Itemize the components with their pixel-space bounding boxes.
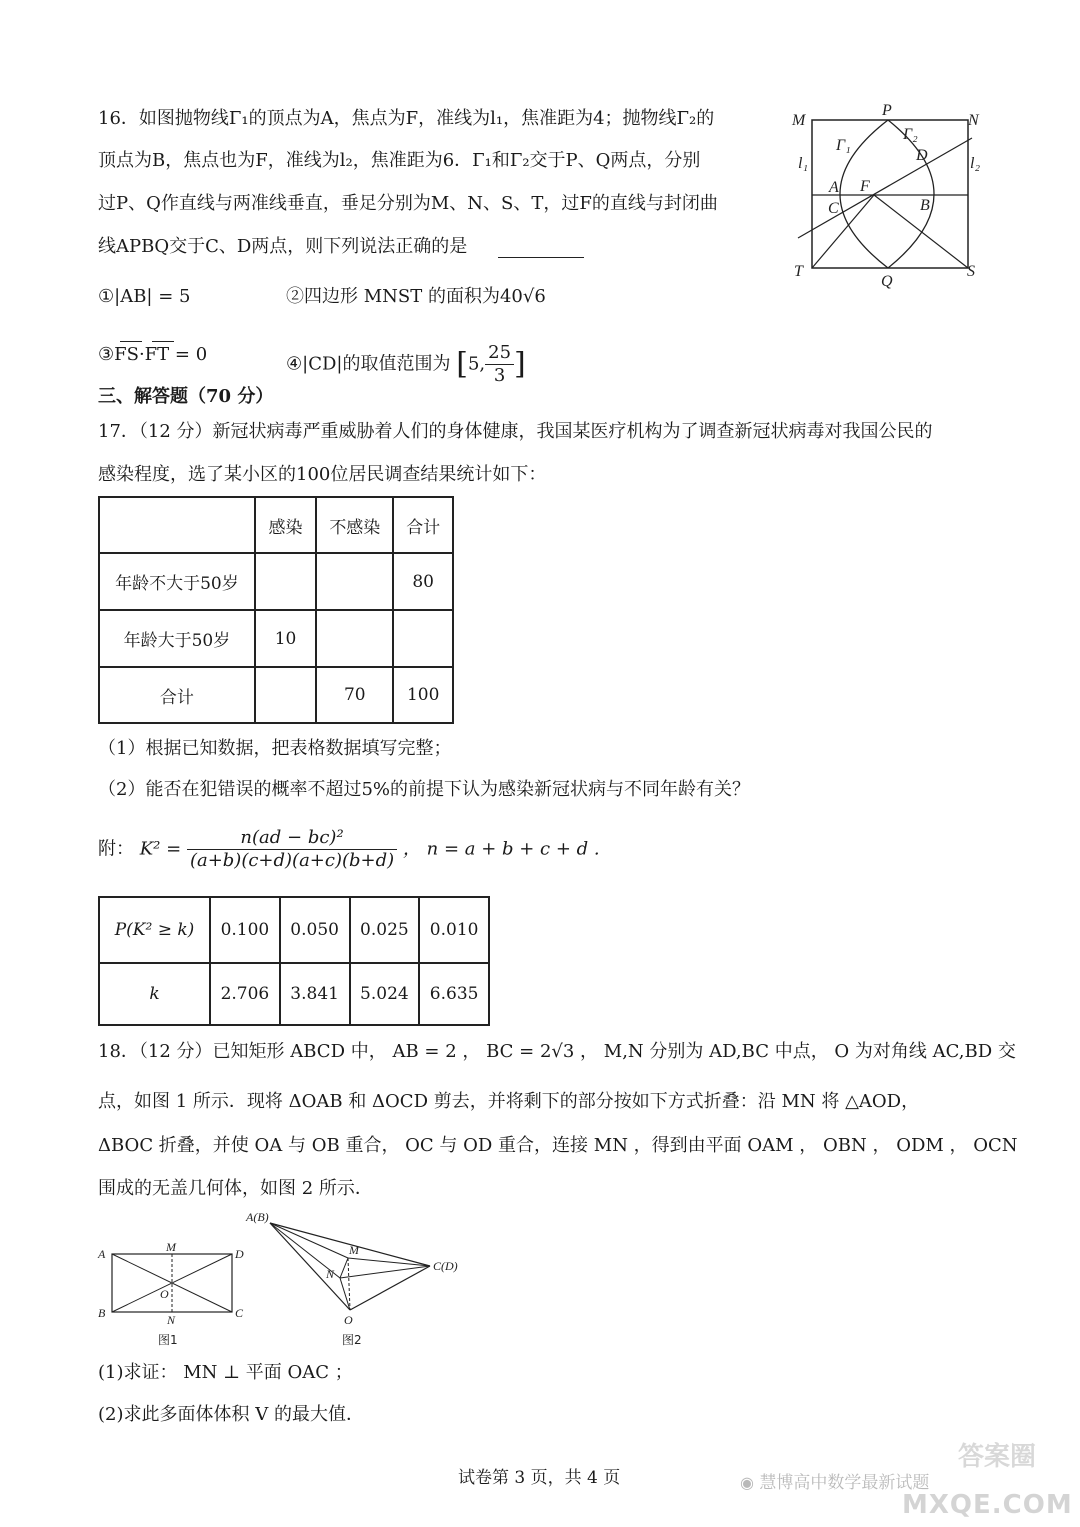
fig-label-B: B (920, 197, 930, 214)
table-row (99, 553, 453, 610)
fig-label-T: T (794, 263, 803, 280)
table-row (99, 497, 453, 553)
parabola-figure (790, 98, 990, 293)
table-cell: 80 (393, 553, 453, 610)
table-cell: 年龄大于50岁 (99, 610, 255, 667)
table-cell: 0.010 (419, 897, 489, 963)
q16-line1: 16．如图抛物线Γ₁的顶点为A，焦点为F，准线为l₁，焦准距为4；抛物线Γ₂的 (98, 108, 715, 129)
table-cell: 合计 (99, 667, 255, 723)
q16-option-1: ①|AB| = 5 (98, 286, 191, 307)
formula-lhs: K² = (139, 838, 182, 860)
fig-label-l1: l₁ (798, 155, 809, 172)
table-cell: 10 (255, 610, 316, 667)
answer-blank (498, 257, 584, 258)
q16-option-2: ②四边形 MNST 的面积为40√6 (286, 286, 546, 307)
watermark-badge: 答案圈 (958, 1442, 1037, 1472)
fig2-label-N: N (326, 1267, 335, 1281)
q16-line2: 顶点为B，焦点也为F，准线为l₂，焦准距为6．Γ₁和Γ₂交于P、Q两点，分别 (98, 150, 701, 171)
table-header: P(K² ≥ k) (99, 897, 210, 963)
q18-line1: 18．（12 分）已知矩形 ABCD 中， AB = 2 ， BC = 2√3 ， M,N 分别为 AD,BC 中点， O 为对角线 AC,BD 交 (98, 1041, 1016, 1062)
table-cell: 2.706 (210, 963, 280, 1025)
q17-line2: 感染程度，选了某小区的100位居民调查结果统计如下： (98, 464, 547, 485)
table-cell: 年龄不大于50岁 (99, 553, 255, 610)
table-cell: 6.635 (419, 963, 489, 1025)
fig1-label-A: A (98, 1247, 106, 1261)
table-cell: 0.025 (350, 897, 420, 963)
fig1-label-C: C (235, 1306, 244, 1320)
table-cell (255, 667, 316, 723)
q18-sub1: (1)求证： MN ⊥ 平面 OAC ； (98, 1362, 353, 1383)
watermark-channel (740, 1468, 929, 1493)
watermark-site: MXQE.COM (902, 1490, 1073, 1520)
formula-fraction: $\frac{\text{n(ad − bc)²}}{(a+b)(c+d)(a+c)(b+d)}$ (187, 827, 397, 872)
fig2-label-AB: A(B) (246, 1210, 269, 1224)
q16-option-3: ③FS·FT = 0 (98, 344, 208, 365)
formula-tail: ， n = a + b + c + d . (402, 838, 600, 860)
table-cell: 0.050 (280, 897, 350, 963)
table-row (99, 897, 489, 963)
table-header: 合计 (393, 497, 453, 553)
vector-arrow-ft (152, 341, 174, 342)
table-header: k (99, 963, 210, 1025)
q16-option-4-fraction: $\frac{25}{3}$ (485, 342, 514, 387)
q18-line2: 点，如图 1 所示．现将 ΔOAB 和 ΔOCD 剪去，并将剩下的部分按如下方式折叠：沿 MN 将 △AOD， (98, 1091, 920, 1112)
table-row (99, 963, 489, 1025)
section-heading: 三、解答题（70 分） (98, 386, 274, 407)
q16-line3: 过P、Q作直线与两准线垂直，垂足分别为M、N、S、T，过F的直线与封闭曲 (98, 193, 718, 214)
q17-formula (98, 827, 600, 872)
critical-value-table (98, 896, 490, 1026)
fig-label-N: N (968, 112, 979, 129)
fig1-label-D: D (235, 1247, 244, 1261)
fig2-label-CD: C(D) (433, 1259, 458, 1273)
fig-label-Q: Q (881, 273, 893, 290)
table-header: 感染 (255, 497, 316, 553)
fig-label-M: M (792, 112, 806, 129)
fig-label-A: A (829, 179, 839, 196)
table-cell (393, 610, 453, 667)
table-cell: 100 (393, 667, 453, 723)
q17-sub1: （1）根据已知数据，把表格数据填写完整； (98, 738, 452, 759)
q18-sub2: (2)求此多面体体积 V 的最大值． (98, 1404, 364, 1425)
fig-label-F: F (860, 178, 870, 195)
vector-arrow-fs (120, 341, 142, 342)
table-cell: 5.024 (350, 963, 420, 1025)
fig2-label-M: M (349, 1243, 359, 1257)
fig-label-S: S (967, 263, 975, 280)
fig2-caption: 图2 (342, 1333, 362, 1347)
table-cell: 70 (316, 667, 393, 723)
fig1-label-M: M (166, 1240, 176, 1254)
table-header: 不感染 (316, 497, 393, 553)
q16-line4: 线APBQ交于C、D两点，则下列说法正确的是 (98, 236, 468, 257)
q17-line1: 17．（12 分）新冠状病毒严重威胁着人们的身体健康，我国某医疗机构为了调查新冠状病毒对我国公民的 (98, 421, 933, 442)
fig-label-l2: l₂ (970, 155, 981, 172)
fig-label-gamma1: Γ₁ (836, 137, 851, 154)
wechat-icon: ◉ (740, 1473, 754, 1492)
table-cell (99, 497, 255, 553)
fig-label-P: P (882, 102, 892, 119)
page-footer: 试卷第 3 页，共 4 页 (458, 1468, 621, 1488)
q16-option-4: ④|CD|的取值范围为 [5, $\frac{25}{3}$ ] (286, 342, 526, 386)
q17-sub2: （2）能否在犯错误的概率不超过5%的前提下认为感染新冠状病与不同年龄有关？ (98, 779, 751, 800)
survey-table (98, 496, 454, 724)
table-cell (316, 553, 393, 610)
table-cell: 3.841 (280, 963, 350, 1025)
table-row (99, 610, 453, 667)
q16-option-4-prefix: ④|CD|的取值范围为 (286, 353, 451, 375)
fig1-label-O: O (160, 1287, 169, 1301)
table-cell (255, 553, 316, 610)
fig1-caption: 图1 (158, 1333, 178, 1347)
table-row (99, 667, 453, 723)
figure-1 (96, 1238, 256, 1352)
fig1-label-B: B (98, 1306, 106, 1320)
fig1-label-N: N (167, 1313, 176, 1327)
q18-line4: 围成的无盖几何体，如图 2 所示． (98, 1178, 373, 1199)
formula-prefix: 附： (98, 838, 134, 860)
fig-label-C: C (828, 200, 839, 217)
q18-line3: ΔBOC 折叠，并使 OA 与 OB 重合， OC 与 OD 重合，连接 MN ，得到由平面 OAM ， OBN ， ODM ， OCN (98, 1135, 1018, 1156)
table-cell: 0.100 (210, 897, 280, 963)
table-cell (316, 610, 393, 667)
q16-option-4-left: 5, (467, 353, 486, 375)
fig2-label-O: O (344, 1313, 353, 1327)
watermark-text: 慧博高中数学最新试题 (759, 1473, 930, 1493)
fig-label-D: D (916, 147, 928, 164)
figure-2 (240, 1208, 470, 1354)
fig-label-gamma2: Γ₂ (903, 126, 918, 143)
